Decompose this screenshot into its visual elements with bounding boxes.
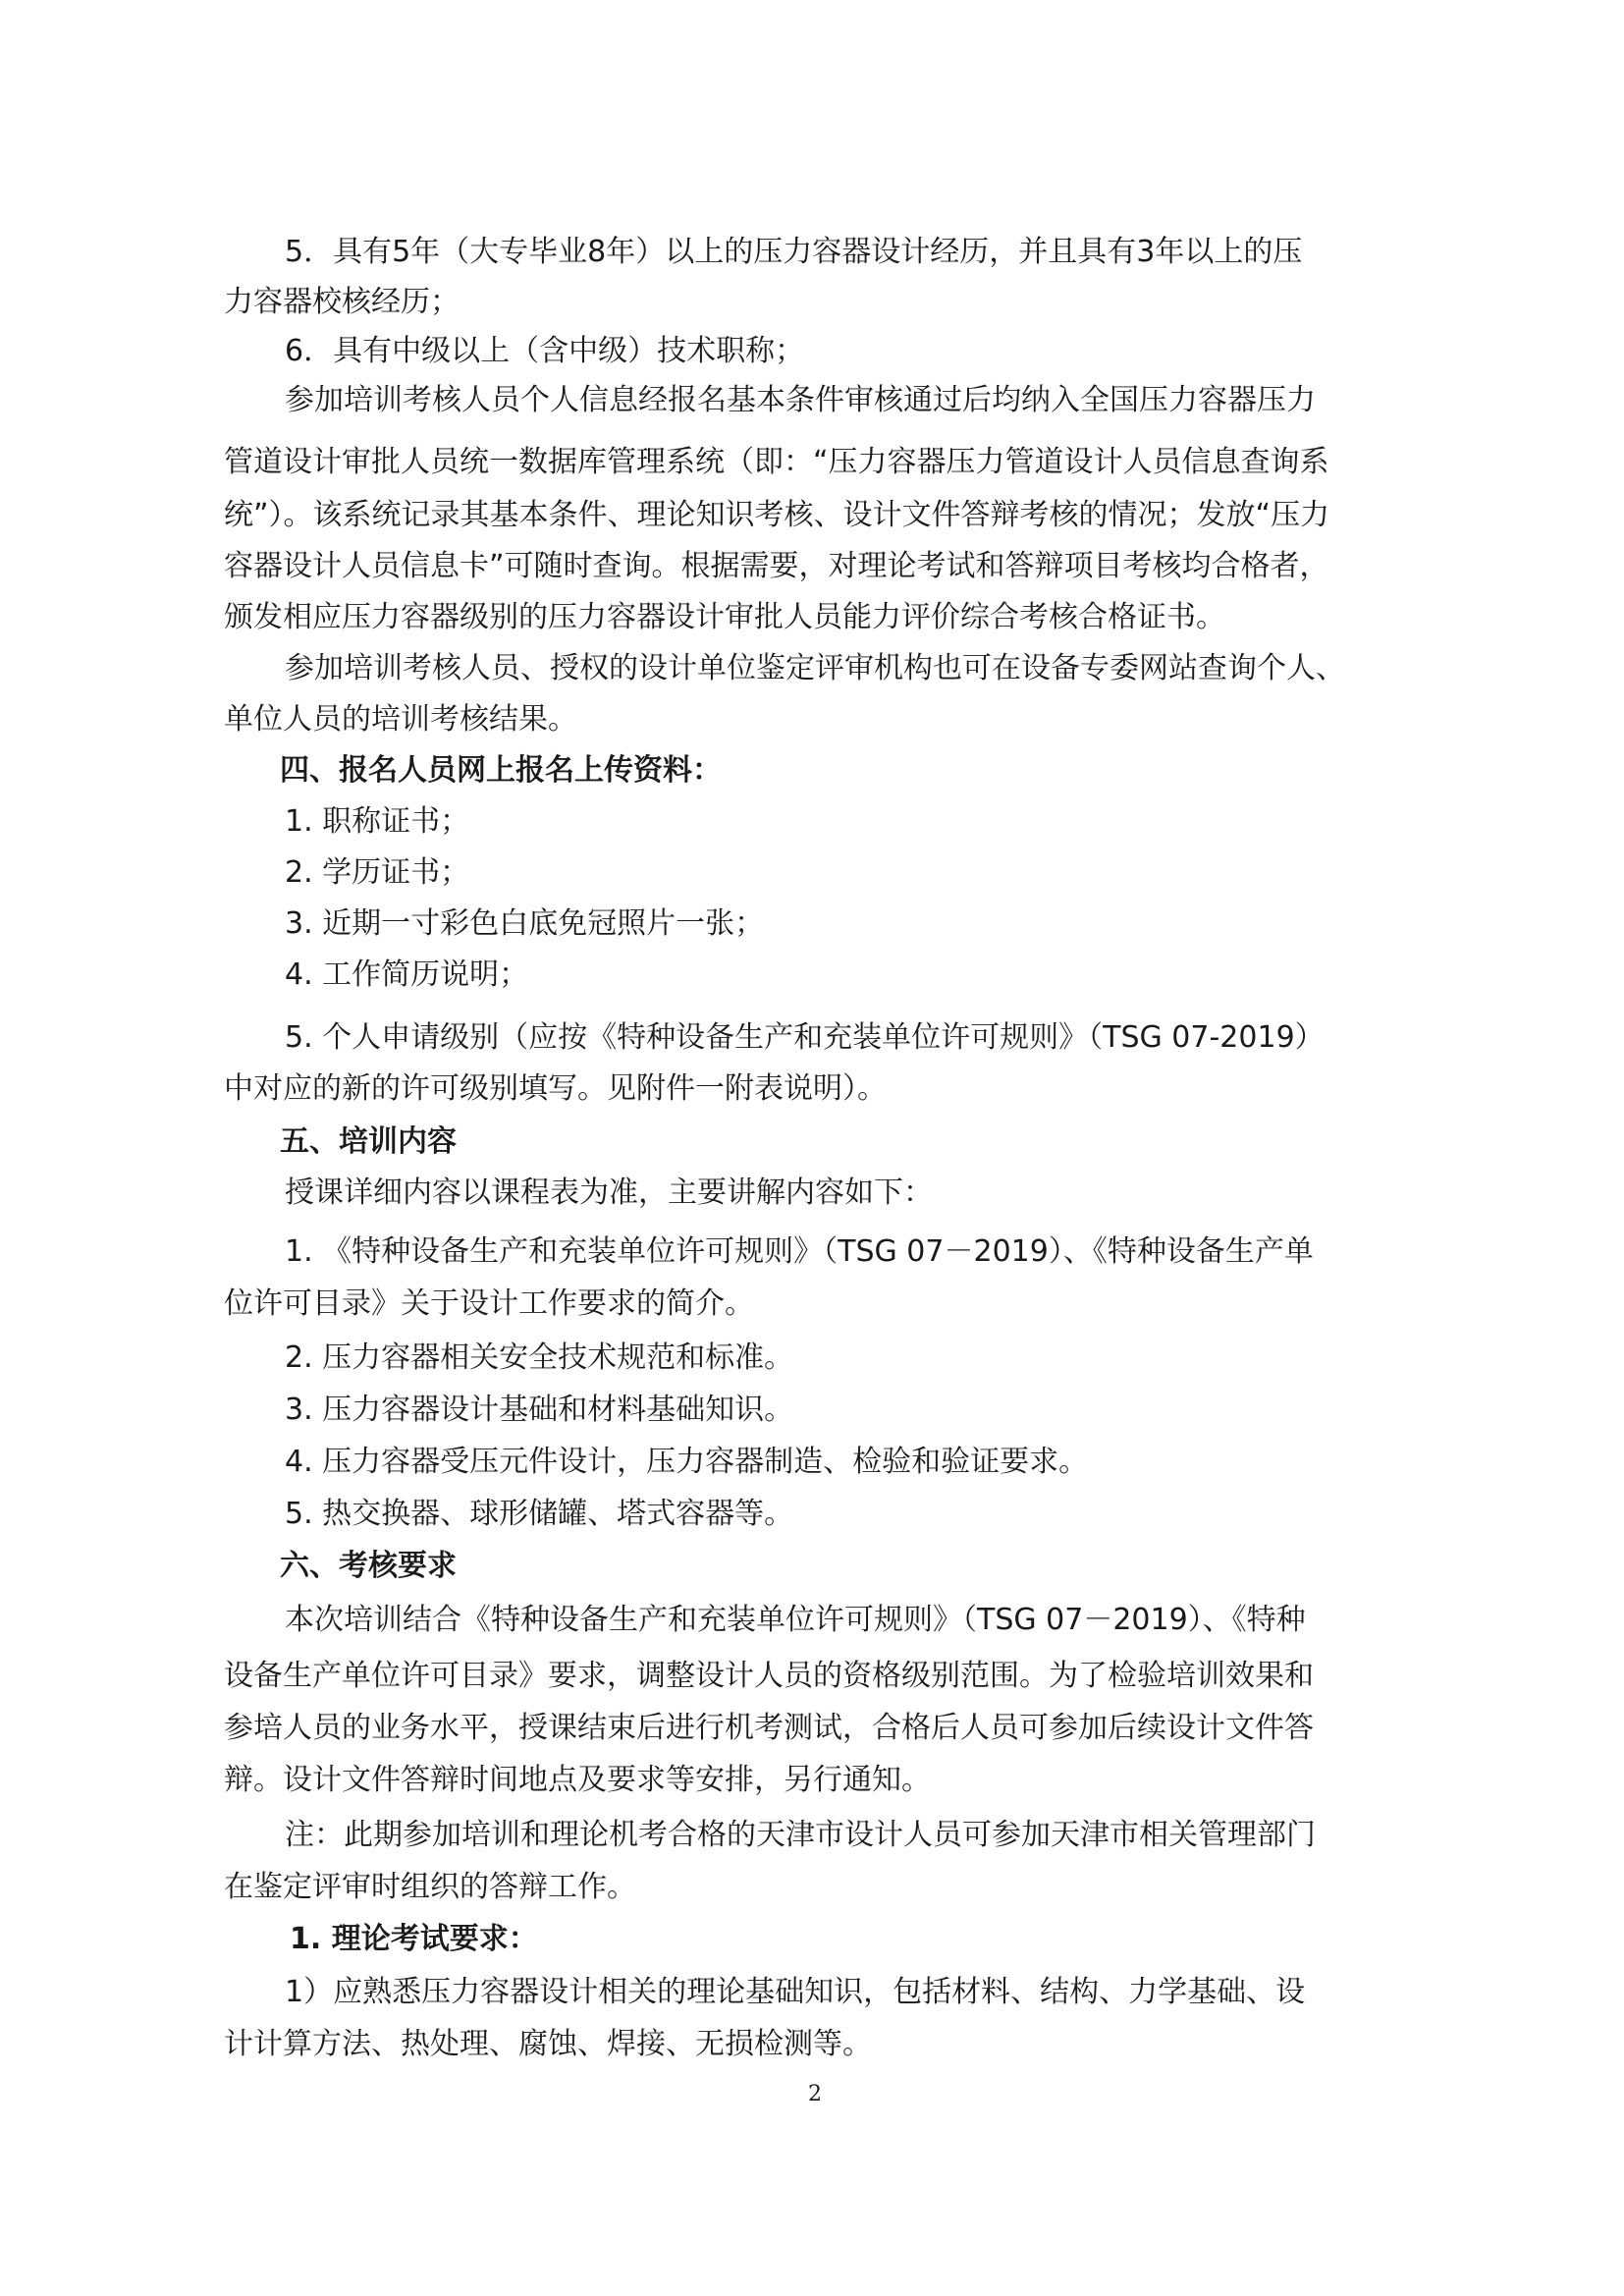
text-line: 管道设计审批人员统一数据库管理系统（即：“压力容器压力管道设计人员信息查询系 xyxy=(224,445,1329,479)
text-line: 参加培训考核人员个人信息经报名基本条件审核通过后均纳入全国压力容器压力 xyxy=(285,383,1316,417)
list-item: 3. 压力容器设计基础和材料基础知识。 xyxy=(285,1393,794,1427)
note-line: 注：此期参加培训和理论机考合格的天津市设计人员可参加天津市相关管理部门 xyxy=(285,1818,1316,1852)
text-line: 参培人员的业务水平，授课结束后进行机考测试，合格后人员可参加后续设计文件答 xyxy=(224,1711,1314,1745)
note-line: 在鉴定评审时组织的答辩工作。 xyxy=(224,1870,636,1904)
list-item: 2. 学历证书； xyxy=(285,855,470,890)
text-line: 力容器校核经历； xyxy=(224,285,460,319)
text-line: 颁发相应压力容器级别的压力容器设计审批人员能力评价综合考核合格证书。 xyxy=(224,600,1225,634)
list-item: 4. 压力容器受压元件设计，压力容器制造、检验和验证要求。 xyxy=(285,1445,1089,1479)
text-line: 位许可目录》关于设计工作要求的简介。 xyxy=(224,1286,754,1321)
text-line: 授课详细内容以课程表为准，主要讲解内容如下： xyxy=(285,1175,933,1210)
text-line: 计计算方法、热处理、腐蚀、焊接、无损检测等。 xyxy=(224,2027,872,2061)
list-item: 2. 压力容器相关安全技术规范和标准。 xyxy=(285,1340,794,1375)
subsection-heading: 1. 理论考试要求： xyxy=(290,1922,538,1956)
section-heading-5: 五、培训内容 xyxy=(280,1124,457,1159)
text-line: 参加培训考核人员、授权的设计单位鉴定评审机构也可在设备专委网站查询个人、 xyxy=(285,651,1345,685)
list-item: 1. 《特种设备生产和充装单位许可规则》（TSG 07－2019）、《特种设备生产单 xyxy=(285,1234,1314,1269)
list-item: 4. 工作简历说明； xyxy=(285,957,529,992)
page-number: 2 xyxy=(808,2082,822,2106)
text-line: 5．具有5年（大专毕业8年）以上的压力容器设计经历，并且具有3年以上的压 xyxy=(285,235,1303,269)
text-line: 单位人员的培训考核结果。 xyxy=(224,702,577,737)
text-line: 容器设计人员信息卡”可随时查询。根据需要，对理论考试和答辩项目考核均合格者， xyxy=(224,549,1329,583)
text-line: 辩。设计文件答辩时间地点及要求等安排，另行通知。 xyxy=(224,1763,931,1797)
section-heading-6: 六、考核要求 xyxy=(280,1549,457,1583)
text-line: 设备生产单位许可目录》要求，调整设计人员的资格级别范围。为了检验培训效果和 xyxy=(224,1659,1314,1693)
text-line: 本次培训结合《特种设备生产和充装单位许可规则》（TSG 07－2019）、《特种 xyxy=(285,1603,1306,1637)
section-heading-4: 四、报名人员网上报名上传资料： xyxy=(280,753,722,788)
text-line: 统”）。该系统记录其基本条件、理论知识考核、设计文件答辩考核的情况；发放“压力 xyxy=(224,498,1330,532)
list-item: 1. 职称证书； xyxy=(285,804,470,839)
text-line: 6．具有中级以上（含中级）技术职称； xyxy=(285,334,805,368)
list-item: 3. 近期一寸彩色白底免冠照片一张； xyxy=(285,906,765,941)
list-item: 5. 热交换器、球形储罐、塔式容器等。 xyxy=(285,1497,794,1531)
text-line: 中对应的新的许可级别填写。见附件一附表说明）。 xyxy=(224,1071,887,1106)
list-item: 1）应熟悉压力容器设计相关的理论基础知识，包括材料、结构、力学基础、设 xyxy=(285,1975,1306,2009)
list-item: 5. 个人申请级别（应按《特种设备生产和充装单位许可规则》（TSG 07-2019） xyxy=(285,1020,1325,1055)
